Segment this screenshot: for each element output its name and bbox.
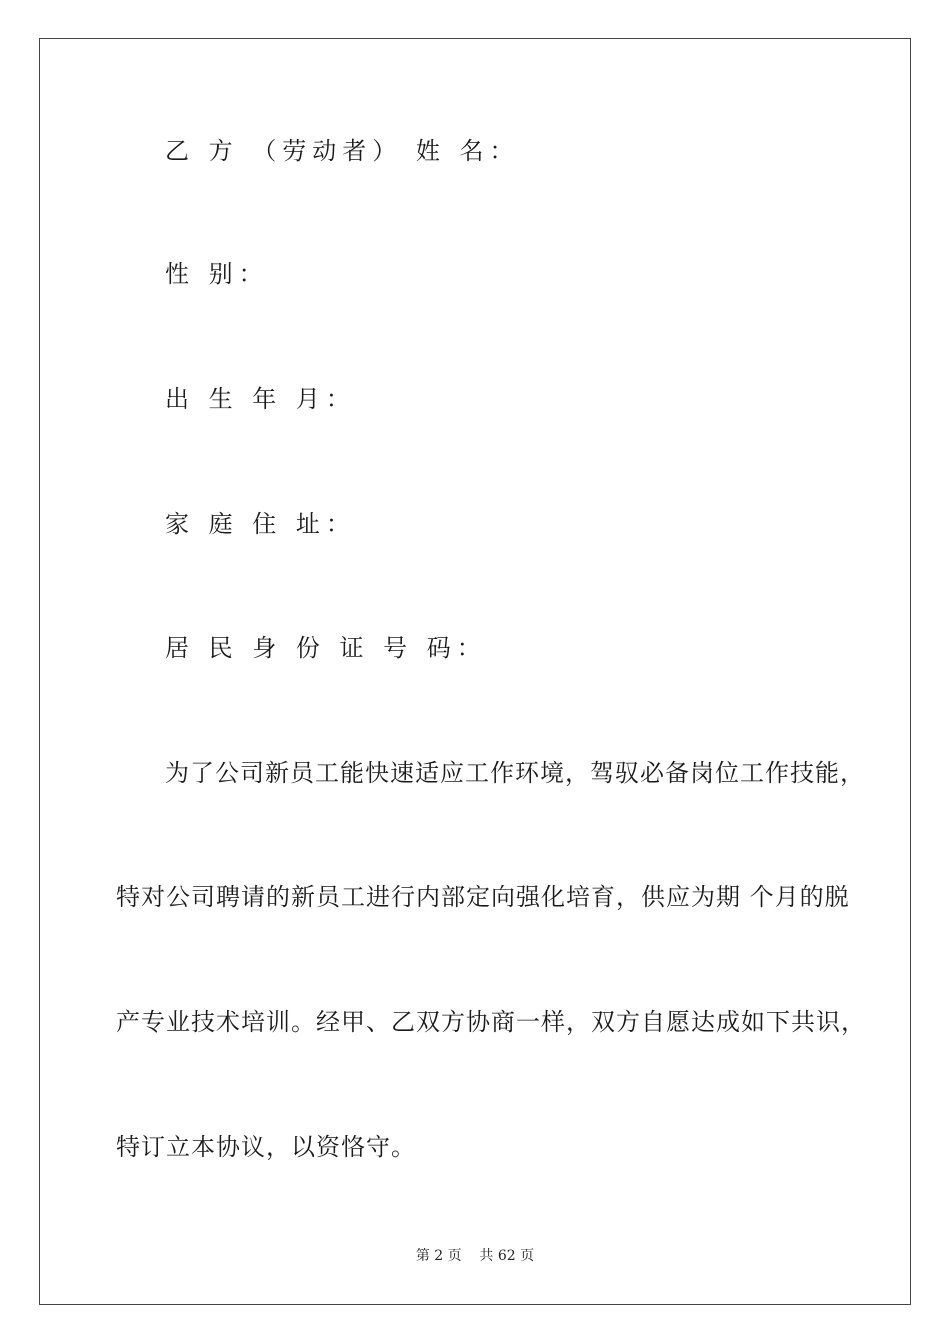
- field-gender: 性 别：: [165, 260, 269, 288]
- field-party-b-name: 乙 方 （劳动者） 姓 名：: [165, 137, 520, 165]
- paragraph-line-1: 为了公司新员工能快速适应工作环境，驾驭必备岗位工作技能，: [165, 759, 865, 787]
- field-address: 家 庭 住 址：: [165, 510, 356, 538]
- paragraph-line-2: 特对公司聘请的新员工进行内部定向强化培育，供应为期 个月的脱: [116, 883, 850, 911]
- field-birth: 出 生 年 月：: [165, 385, 356, 413]
- page-frame: [39, 38, 911, 1305]
- page-number-footer: 第 2 页 共 62 页: [415, 1248, 535, 1264]
- paragraph-line-3: 产专业技术培训。经甲、乙双方协商一样，双方自愿达成如下共识，: [116, 1008, 866, 1036]
- field-id-number: 居 民 身 份 证 号 码：: [165, 634, 487, 662]
- paragraph-line-4: 特订立本协议，以资恪守。: [116, 1133, 416, 1161]
